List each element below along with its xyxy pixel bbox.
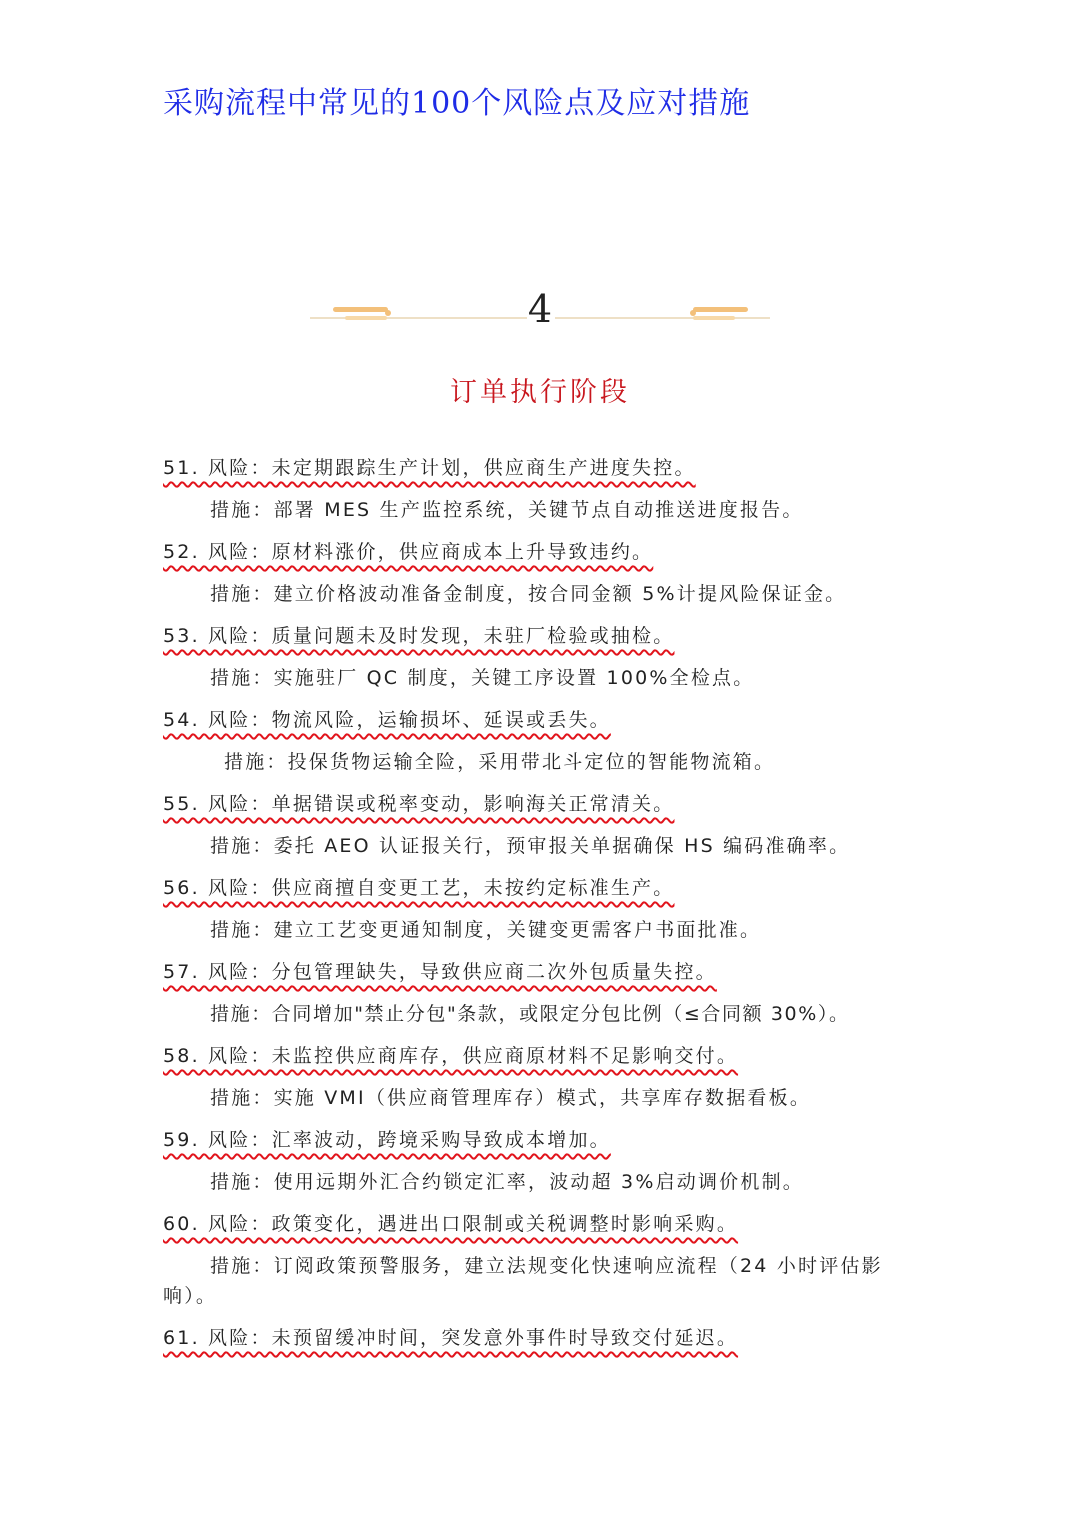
section-divider bbox=[305, 285, 775, 335]
measure-item-57: 措施：合同增加"禁止分包"条款，或限定分包比例（≤合同额 30%）。 bbox=[210, 1003, 850, 1025]
risk-text: 51. 风险：未定期跟踪生产计划，供应商生产进度失控。 bbox=[163, 457, 696, 479]
measure-item-53: 措施：实施驻厂 QC 制度，关键工序设置 100%全检点。 bbox=[210, 667, 755, 689]
risk-item-57 bbox=[163, 957, 717, 986]
measure-item-51: 措施：部署 MES 生产监控系统，关键节点自动推送进度报告。 bbox=[210, 499, 804, 521]
measure-item-56: 措施：建立工艺变更通知制度，关键变更需客户书面批准。 bbox=[210, 919, 762, 941]
document-title: 采购流程中常见的100个风险点及应对措施 bbox=[163, 86, 751, 121]
risk-text: 52. 风险：原材料涨价，供应商成本上升导致违约。 bbox=[163, 541, 654, 563]
measure-item-52: 措施：建立价格波动准备金制度，按合同金额 5%计提风险保证金。 bbox=[210, 583, 847, 605]
measure-item-59: 措施：使用远期外汇合约锁定汇率，波动超 3%启动调价机制。 bbox=[210, 1171, 804, 1193]
risk-text: 53. 风险：质量问题未及时发现，未驻厂检验或抽检。 bbox=[163, 625, 675, 647]
section-number: 4 bbox=[527, 287, 553, 331]
risk-item-55 bbox=[163, 789, 674, 818]
risk-text: 55. 风险：单据错误或税率变动，影响海关正常清关。 bbox=[163, 793, 675, 815]
measure-item-60: 措施：订阅政策预警服务，建立法规变化快速响应流程（24 小时评估影响）。 bbox=[163, 1255, 883, 1307]
measure-item-58: 措施：实施 VMI（供应商管理库存）模式，共享库存数据看板。 bbox=[210, 1087, 812, 1109]
risk-item-52 bbox=[163, 537, 653, 566]
risk-item-51 bbox=[163, 453, 696, 482]
risk-text: 59. 风险：汇率波动，跨境采购导致成本增加。 bbox=[163, 1129, 611, 1151]
measure-item-55: 措施：委托 AEO 认证报关行，预审报关单据确保 HS 编码准确率。 bbox=[210, 835, 851, 857]
risk-item-60 bbox=[163, 1209, 738, 1238]
risk-text: 54. 风险：物流风险，运输损坏、延误或丢失。 bbox=[163, 709, 611, 731]
risk-item-58 bbox=[163, 1041, 738, 1070]
risk-text: 56. 风险：供应商擅自变更工艺，未按约定标准生产。 bbox=[163, 877, 675, 899]
risk-text: 61. 风险：未预留缓冲时间，突发意外事件时导致交付延迟。 bbox=[163, 1327, 739, 1349]
risk-item-56 bbox=[163, 873, 674, 902]
risk-item-59 bbox=[163, 1125, 611, 1154]
risk-text: 58. 风险：未监控供应商库存，供应商原材料不足影响交付。 bbox=[163, 1045, 739, 1067]
risk-item-54 bbox=[163, 705, 611, 734]
risk-item-61 bbox=[163, 1323, 738, 1352]
risk-text: 60. 风险：政策变化，遇进出口限制或关税调整时影响采购。 bbox=[163, 1213, 739, 1235]
risk-text: 57. 风险：分包管理缺失，导致供应商二次外包质量失控。 bbox=[163, 961, 717, 983]
measure-item-54: 措施：投保货物运输全险，采用带北斗定位的智能物流箱。 bbox=[224, 751, 776, 773]
risk-item-53 bbox=[163, 621, 674, 650]
section-title: 订单执行阶段 bbox=[450, 377, 630, 408]
